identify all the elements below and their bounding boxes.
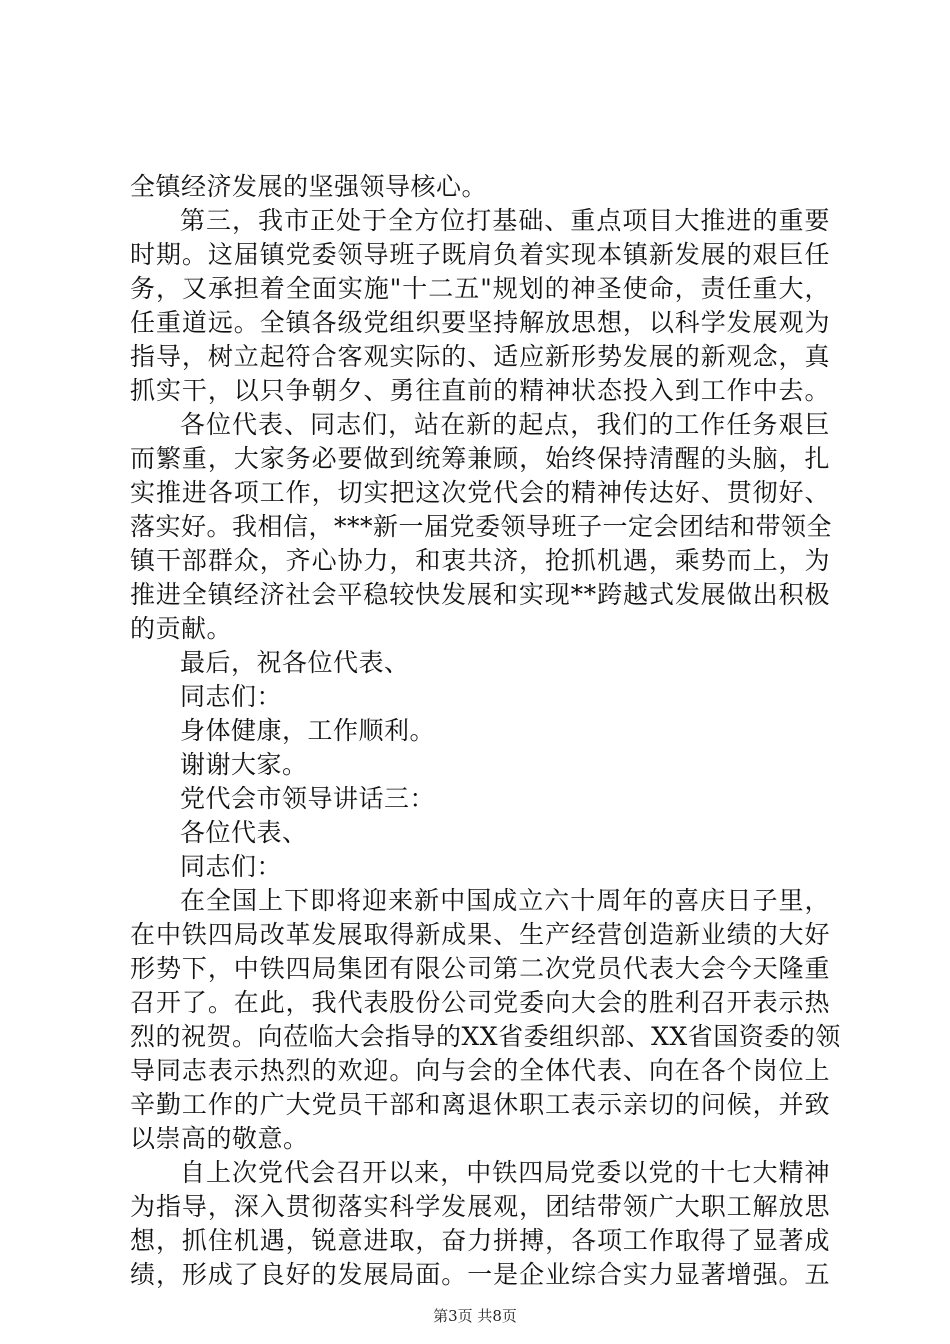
text-line: 谢谢大家。 xyxy=(180,750,308,779)
text-line: 第三，我市正处于全方位打基础、重点项目大推进的重要 xyxy=(180,206,830,235)
text-line: 导同志表示热烈的欢迎。向与会的全体代表、向在各个岗位上 xyxy=(130,1056,830,1085)
text-line: 同志们： xyxy=(180,682,283,711)
text-line: 形势下，中铁四局集团有限公司第二次党员代表大会今天隆重 xyxy=(130,954,830,983)
text-line: 想，抓住机遇，锐意进取，奋力拼搏，各项工作取得了显著成 xyxy=(130,1226,830,1255)
text-line: 在全国上下即将迎来新中国成立六十周年的喜庆日子里， xyxy=(180,886,830,915)
page-number-footer: 第3页 共8页 xyxy=(433,1307,517,1325)
text-line: 镇干部群众，齐心协力，和衷共济，抢抓机遇，乘势而上，为 xyxy=(130,546,830,575)
text-line: 各位代表、同志们，站在新的起点，我们的工作任务艰巨 xyxy=(180,410,830,439)
text-line: 推进全镇经济社会平稳较快发展和实现**跨越式发展做出积极 xyxy=(130,580,830,609)
text-line: 时期。这届镇党委领导班子既肩负着实现本镇新发展的艰巨任 xyxy=(130,240,830,269)
text-line: 任重道远。全镇各级党组织要坚持解放思想，以科学发展观为 xyxy=(130,308,830,337)
text-line: 指导，树立起符合客观实际的、适应新形势发展的新观念，真 xyxy=(130,342,830,371)
section-heading: 党代会市领导讲话三： xyxy=(180,784,436,813)
text-line: 为指导，深入贯彻落实科学发展观，团结带领广大职工解放思 xyxy=(130,1192,830,1221)
text-line: 务，又承担着全面实施"十二五"规划的神圣使命，责任重大， xyxy=(130,274,830,303)
text-line: 各位代表、 xyxy=(180,818,308,847)
text-line: 最后，祝各位代表、 xyxy=(180,648,410,677)
text-line: 召开了。在此，我代表股份公司党委向大会的胜利召开表示热 xyxy=(130,988,830,1017)
text-line: 而繁重，大家务必要做到统筹兼顾，始终保持清醒的头脑，扎 xyxy=(130,444,830,473)
text-line: 的贡献。 xyxy=(130,614,233,643)
text-line: 烈的祝贺。向莅临大会指导的XX省委组织部、XX省国资委的领 xyxy=(130,1022,841,1051)
text-line: 以崇高的敬意。 xyxy=(130,1124,309,1153)
text-line: 实推进各项工作，切实把这次党代会的精神传达好、贯彻好、 xyxy=(130,478,830,507)
text-line: 在中铁四局改革发展取得新成果、生产经营创造新业绩的大好 xyxy=(130,920,830,949)
text-line: 身体健康，工作顺利。 xyxy=(180,716,436,745)
text-line: 全镇经济发展的坚强领导核心。 xyxy=(130,172,488,201)
text-line: 同志们： xyxy=(180,852,283,881)
text-line: 自上次党代会召开以来，中铁四局党委以党的十七大精神 xyxy=(180,1158,830,1187)
text-line: 抓实干，以只争朝夕、勇往直前的精神状态投入到工作中去。 xyxy=(130,376,830,405)
text-line: 落实好。我相信，***新一届党委领导班子一定会团结和带领全 xyxy=(130,512,833,541)
text-line: 辛勤工作的广大党员干部和离退休职工表示亲切的问候，并致 xyxy=(130,1090,830,1119)
text-line: 绩，形成了良好的发展局面。一是企业综合实力显著增强。五 xyxy=(130,1260,830,1289)
